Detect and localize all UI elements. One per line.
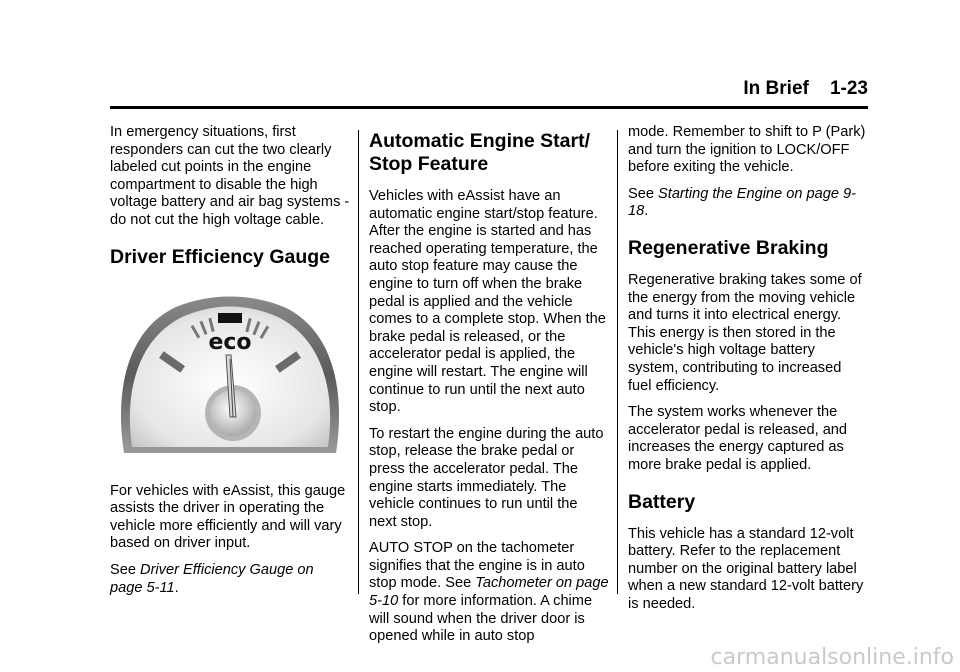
- battery-paragraph: This vehicle has a standard 12-volt battery. Refer to the replacement number on the original battery label when a new standard 12-volt battery is needed.: [628, 525, 864, 612]
- header-rule: [110, 106, 868, 109]
- tachometer-reference: Tachometer on page 5-10: [369, 575, 609, 610]
- column-divider-1: [358, 130, 359, 594]
- regenerative-paragraph-2: The system works whenever the accelerator pedal is released, and increases the energy captured as more brake pedal is applied.: [628, 404, 848, 473]
- page-header: [110, 78, 868, 104]
- eassist-paragraph: For vehicles with eAssist, this gauge assists the driver in operating the vehicle more efficiently and will vary based on driver input.: [110, 482, 346, 552]
- emergency-paragraph: In emergency situations, first responders can cut the two clearly labeled cut points in the engine compartment to disable the high voltage battery and air bag systems - do not cut the high voltage cable.: [110, 124, 350, 228]
- battery-heading: Battery: [628, 490, 696, 513]
- see-reference-1: See Driver Efficiency Gauge on page 5-11.: [110, 561, 314, 596]
- column-1: [110, 124, 350, 606]
- gauge-eco-label: eco: [208, 329, 252, 355]
- regenerative-braking-heading: Regenerative Braking: [628, 236, 829, 259]
- auto-start-stop-heading: Automatic Engine Start/ Stop Feature: [369, 130, 591, 175]
- page-number: 1-23: [829, 78, 868, 99]
- starting-engine-reference: Starting the Engine on page 9-18: [628, 185, 857, 220]
- column-3: [628, 124, 868, 622]
- column-2: [369, 124, 609, 655]
- section-name: In Brief: [743, 78, 809, 99]
- auto-start-stop-paragraph-3: AUTO STOP on the tachometer signifies that the engine is in auto stop mode. See Tachometer on page 5-10 for more information. A chime will sound when the driver door is opened while in auto stop: [369, 540, 609, 645]
- column-divider-2: [617, 130, 618, 594]
- gauge-svg: [110, 289, 350, 457]
- watermark: carmanualsonline.info: [710, 645, 954, 670]
- see-reference-2: See Starting the Engine on page 9-18.: [628, 185, 857, 220]
- driver-efficiency-heading: Driver Efficiency Gauge: [110, 245, 331, 268]
- efficiency-gauge-illustration: [110, 289, 350, 457]
- auto-start-stop-paragraph-1: Vehicles with eAssist have an automatic engine start/stop feature. After the engine is started and has reached operating temperature, the auto stop feature may cause the engine to turn off when the brake pedal is applied and the vehicle comes to a complete stop. When the brake pedal is released, or the accelerator pedal is applied, the engine will restart. The engine will continue to run until the next auto stop.: [369, 188, 606, 416]
- park-paragraph: mode. Remember to shift to P (Park) and turn the ignition to LOCK/OFF before exiting the vehicle.: [628, 124, 866, 176]
- reference-link: Driver Efficiency Gauge on page 5-11: [110, 561, 314, 596]
- auto-start-stop-paragraph-2: To restart the engine during the auto stop, release the brake pedal or press the accelerator pedal. The engine starts immediately. The vehicle continues to run until the next stop.: [369, 425, 604, 530]
- regenerative-paragraph-1: Regenerative braking takes some of the energy from the moving vehicle and turns it into electrical energy. This energy is then stored in the vehicle's high voltage battery system, contributing to increased fuel efficiency.: [628, 271, 862, 394]
- header-title: [743, 78, 868, 100]
- gauge-top-bar: [218, 313, 242, 323]
